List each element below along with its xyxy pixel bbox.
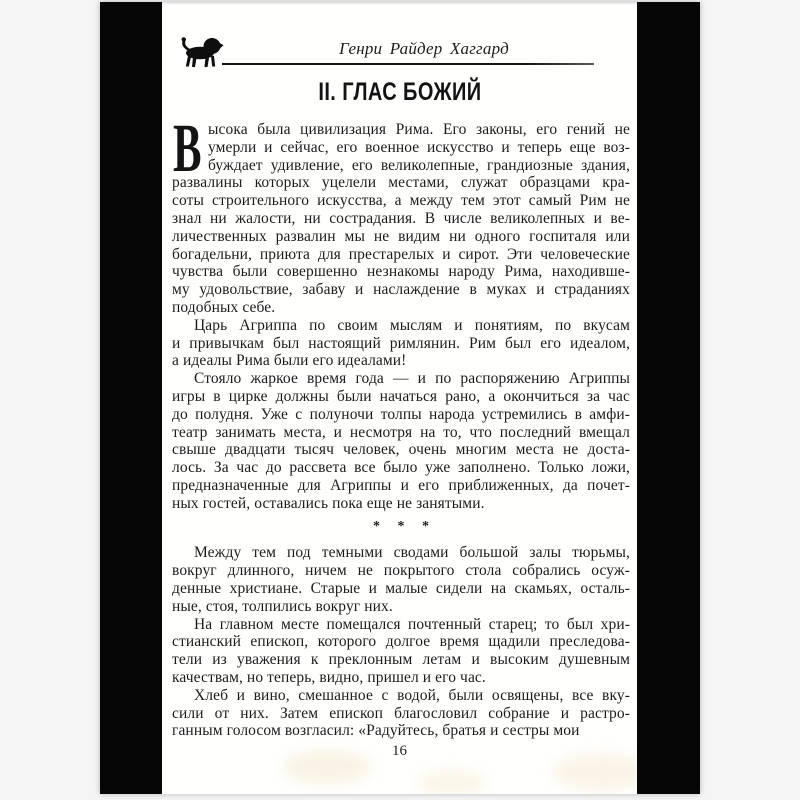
section-separator: * * * [373, 518, 436, 534]
text-line: качествам, но теперь, видно, пришел и его час. [172, 668, 486, 686]
text-line: и привычкам был настоящий римлянин. Рим был его идеалом, [172, 334, 630, 352]
paper-stain [417, 770, 487, 794]
text-line: свыше двадцати тысяч человек, очень многим места не доста- [172, 441, 630, 459]
text-line: му удовольствие, забаву и наслаждение в муках и страданиях [172, 281, 630, 299]
running-head-author: Генри Райдер Хаггард [339, 39, 509, 58]
text-line: буждает удивление, его великолепные, грандиозные здания, [208, 156, 630, 174]
text-line: лось. За час до рассвета все было уже заполнено. Только ложи, [172, 459, 630, 477]
text-line: знал ни жалости, ни сострадания. В числе великолепных и ве- [172, 209, 630, 227]
text-line: ысока была цивилизация Рима. Его законы, его гений не [208, 121, 630, 138]
text-line: ных гостей, оставались пока еще не занятыми. [172, 494, 485, 512]
text-line: денные христиане. Старые и малые сидели на скамьях, осталь- [172, 579, 630, 597]
text-line: личественных развалин мы не видим ни одного госпиталя или [172, 227, 630, 245]
text-column [172, 110, 630, 740]
text-line: На главном месте помещался почтенный старец; то был хри- [194, 615, 630, 633]
page-number: 16 [392, 743, 407, 759]
paragraph [172, 616, 630, 687]
chapter-title-text: II. ГЛАС БОЖИЙ [317, 78, 482, 106]
text-line: богадельни, приюта для престарелых и сирот. Эти человеческие [172, 245, 630, 263]
text-line: соты строительного искусства, а между тем этот самый Рим не [172, 192, 630, 210]
text-line: умерли и сейчас, его военное искусство и теперь еще воз- [208, 138, 630, 156]
chapter-title [162, 80, 637, 105]
text-line: подобных себе. [172, 298, 276, 316]
text-line: Между тем под темными сводами большой залы тюрьмы, [194, 544, 630, 562]
text-line: сили от них. Затем епископ благословил собрание и растро- [172, 704, 630, 722]
text-line: ганным голосом возгласил: «Радуйтесь, братья и сестры мои [172, 722, 580, 740]
text-line: Хлеб и вино, смешанное с водой, были освящены, все вку- [194, 686, 630, 704]
text-line: Царь Агриппа по своим мыслям и понятиям, по вкусам [194, 316, 630, 334]
text-line: чувства были совершенно незнакомы народу Рима, находивше- [172, 263, 630, 281]
drop-cap: В [173, 110, 202, 186]
text-line: до полудня. Уже с полуночи толпы народа устремились в амфи- [172, 405, 630, 423]
book-page [162, 2, 637, 794]
paragraph [172, 687, 630, 740]
text-line: Стояло жаркое время года — и по распоряжению Агриппы [194, 370, 630, 388]
text-line: тели из уважения к преклонным летам и высоким душевным [172, 651, 630, 669]
text-line: игры в цирке должны были начаться рано, а окончиться за час [172, 387, 630, 405]
book-photo [100, 2, 700, 794]
paragraph [172, 370, 630, 512]
paragraph [172, 110, 630, 317]
text-line: развалины которых уцелели местами, служат образцами кра- [172, 174, 630, 192]
text-line: вокруг длинного, ничем не покрытого стола собрались осуж- [172, 562, 630, 580]
text-line: ные, стоя, толпились вокруг них. [172, 597, 393, 615]
header-rule [222, 63, 594, 65]
paragraph [172, 544, 630, 615]
text-line: предназначенные для Агриппы и его приближенных, да почет- [172, 476, 630, 494]
text-line: стианский епископ, которого долгое время щадили преследова- [172, 633, 630, 651]
lion-icon [176, 36, 224, 73]
text-line: театр занимать места, и несмотря на то, что последний вмещал [172, 423, 630, 441]
text-line: а идеалы Рима были его идеалами! [172, 352, 407, 370]
paragraph [172, 317, 630, 370]
